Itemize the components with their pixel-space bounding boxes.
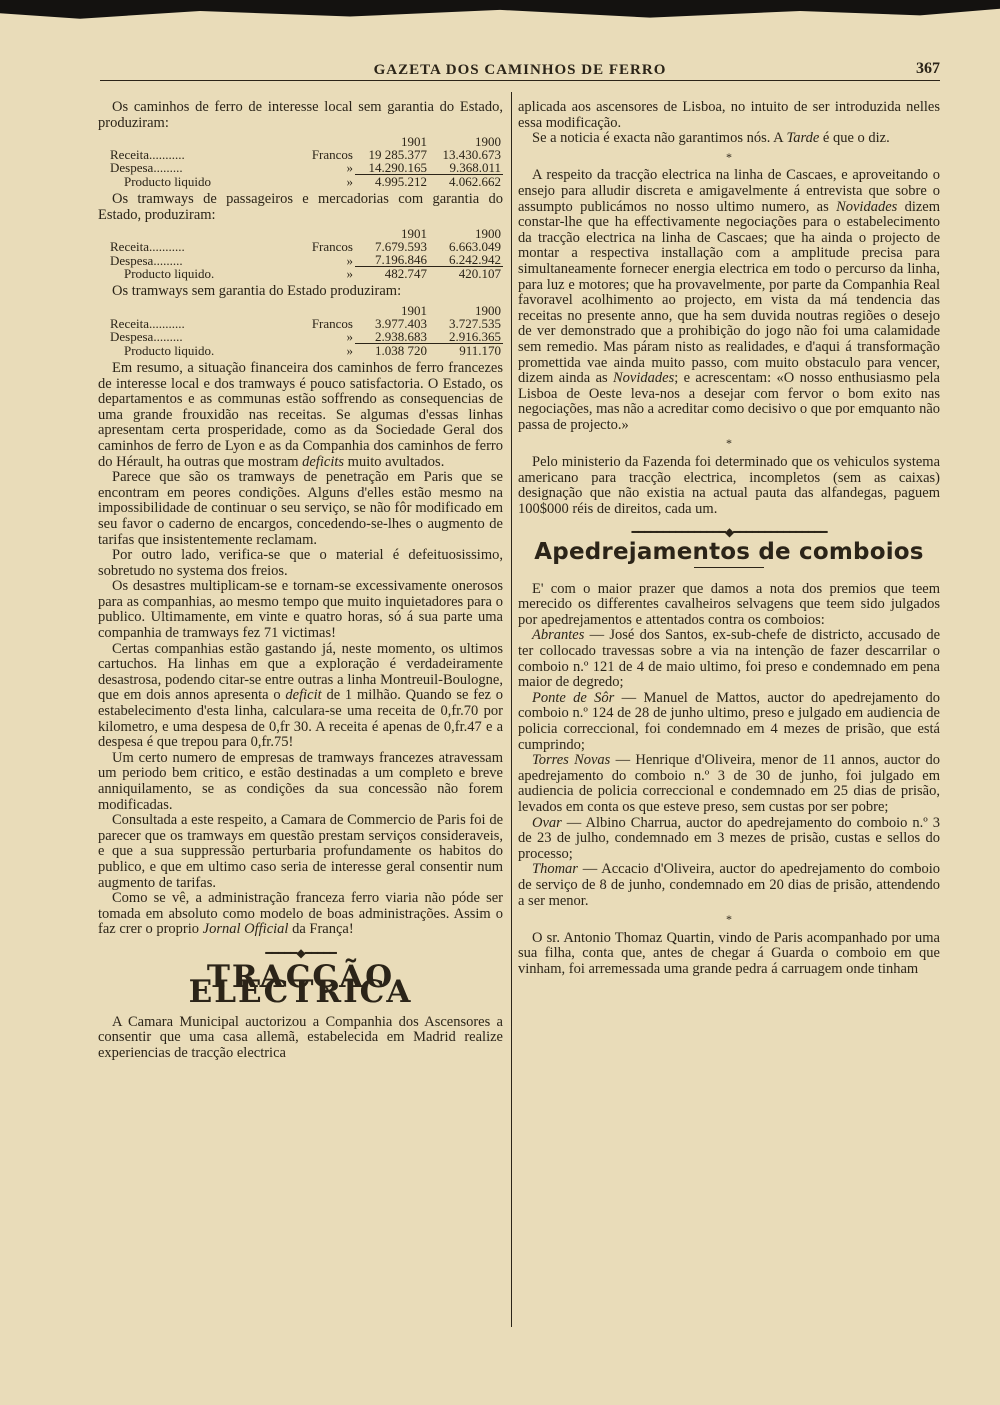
text: dizem constar-lhe que ha effectivamente negociações para o estabelecimento da tracção electrica na linha de Cascaes; que ha ainda o projecto de montar a respectiva installação com a amplitude precisa para simultaneamente fornecer energia electrica em todo o percurso da linha, para luz e motores; que ha provavelmente, por parte da Companhia Real favoravel acolhimento ao projecto, em vista da má tendencia das receitas no presente anno, que ha sem duvida noutras regiões o desejo de ver demonstrado que a prohibição do jogo não foi uma calamidade sem remedio. Mas páram nisto as realidades, e d'aqui á transformação promettida vae ainda muito passo, com muito obstaculo para vencer, dizem ainda as (518, 198, 940, 387)
paragraph: Por outro lado, verifica-se que o material é defeituosissimo, sobretudo no systema dos freios. (98, 547, 503, 579)
asterism-icon: * (726, 149, 732, 164)
year-1901: 1901 (401, 134, 427, 150)
paragraph: Consultada a este respeito, a Camara de Commercio de Paris foi de parecer que os tramways em questão prestam serviços consideraveis, e que a sua suppressão perturbaria profundamente os habitos do publico, e que em ultimo caso seria de interesse geral consentir num augmento de tarifas. (98, 812, 503, 891)
list-item (518, 753, 940, 815)
paragraph (98, 891, 503, 938)
asterism-icon: * (726, 912, 732, 927)
value: 420.107 (458, 266, 501, 282)
ditto: » (346, 329, 353, 345)
torn-edge (0, 0, 1000, 22)
year-1900: 1900 (475, 134, 501, 150)
list-item (518, 628, 940, 690)
value: 4.062.662 (449, 174, 501, 190)
value: 7.679.593 (375, 239, 427, 255)
left-column (98, 100, 503, 1062)
value: 482.747 (384, 266, 427, 282)
italic-text: Novidades (613, 370, 675, 387)
list-item (518, 691, 940, 753)
paragraph: Os tramways de passageiros e mercadorias com garantia do Estado, produziram: (98, 191, 503, 223)
paragraph: Os tramways sem garantia do Estado produziram: (112, 283, 402, 300)
year-1900: 1900 (475, 302, 501, 318)
paragraph (518, 131, 940, 147)
paragraph: Pelo ministerio da Fazenda foi determinado que os vehiculos systema americano para tracção electrica, incompletos (sem as caixas) designação que não existia na actual pauta das alfandegas, paguem 100$000 réis de direitos, cada um. (518, 454, 940, 517)
italic-text: Tarde (786, 130, 820, 147)
text: Em resumo, a situação financeira dos caminhos de ferro francezes de interesse local e dos tramways é pouco satisfactoria. O Estado, os departamentos e as communas estão soffrendo as consequencias de uma grande frouxidão nas receitas. Se algumas d'essas linhas apresentam certa prosperidade, como as da Sociedade Geral dos caminhos de ferro de Lyon e as da Companhia dos caminhos de ferro do Hérault, ha outras que mostram (98, 359, 503, 470)
list-item (518, 862, 940, 909)
italic-text: deficits (302, 453, 345, 470)
place-name: Ponte de Sôr (532, 689, 615, 706)
row-label: Producto liquido (124, 173, 212, 189)
value: 1.038 720 (375, 342, 427, 358)
italic-text: Jornal Official (202, 921, 289, 938)
row-label: Producto liquido. (124, 266, 215, 282)
italic-text: Novidades (836, 198, 898, 215)
unit: Francos (311, 315, 353, 331)
paragraph: aplicada aos ascensores de Lisboa, no intuito de ser introduzida nelles essa modificação. (518, 99, 940, 131)
row-label: Despesa......... (110, 160, 183, 176)
text: — Henrique d'Oliveira, menor de 11 annos, auctor do apedrejamento do comboio n.º 3 de 30 de junho, foi julgado em audiencia de policia correccional e condemnado em 25 dias de prisão, levados em conta os que esteve preso, sem custas por ser pobre; (518, 752, 940, 815)
stats-table-1 (98, 135, 503, 188)
value: 9.368.011 (429, 161, 503, 175)
unit: Francos (311, 147, 353, 163)
column-divider (511, 92, 512, 1327)
ditto: » (346, 173, 353, 189)
year-1901: 1901 (401, 302, 427, 318)
paragraph (98, 642, 503, 751)
paragraph: A Camara Municipal auctorizou a Companhia dos Ascensores a consentir que uma casa allemã, estabelecida em Madrid realize experiencias de tracção electrica (98, 1013, 503, 1061)
journal-title: GAZETA DOS CAMINHOS DE FERRO (373, 62, 667, 78)
place-name: Torres Novas (532, 752, 611, 769)
text: é que o diz. (819, 130, 890, 147)
row-label: Receita........... (110, 239, 185, 255)
text: A respeito da tracção electrica na linha de Cascaes, e aproveitando o ensejo para alludir discreta e amigavelmente á entrevista que sobre o assumpto publicámos no nosso ultimo numero, as (518, 167, 940, 215)
value: 3.727.535 (449, 315, 501, 331)
paragraph: E' com o maior prazer que damos a nota dos premios que teem merecido os differentes cavalheiros selvagens que teem sido julgados por apedrejamentos e attentados contra os comboios: (518, 580, 940, 628)
text: — Albino Charrua, auctor do apedrejamento do comboio n.º 3 de 23 de julho, condemnado em 3 mezes de prisão, custas e sellos do processo; (518, 814, 940, 862)
year-1900: 1900 (475, 226, 501, 242)
value: 7.196.846 (355, 253, 429, 267)
unit: Francos (311, 239, 353, 255)
section-heading: Apedrejamentos de comboios (534, 539, 924, 566)
text: muito avultados. (344, 453, 445, 470)
value: 6.663.049 (449, 239, 501, 255)
text: Certas companhias estão gastando já, neste momento, os ultimos cartuchos. Ha linhas em que a exploração é verdadeiramente desastrosa, podendo citar-se entre outras a linha Montreuil-Boulogne, que em dois annos apresenta o (98, 640, 503, 704)
row-label: Producto liquido. (124, 342, 215, 358)
year-1901: 1901 (401, 226, 427, 242)
place-name: Thomar (532, 861, 578, 878)
paragraph: Os caminhos de ferro de interesse local sem garantia do Estado, produziram: (98, 99, 503, 131)
ornament-icon: ━━━━━◆━━━━━ (265, 945, 336, 960)
value: 2.916.365 (429, 330, 503, 344)
text: Se a noticia é exacta não garantimos nós. A (532, 130, 787, 147)
row-label: Receita........... (110, 315, 185, 331)
value: 6.242.942 (429, 253, 503, 267)
text: — José dos Santos, ex-sub-chefe de districto, accusado de ter collocado travessas sobre a via na intenção de fazer descarrilar o comboio n.º 121 de 4 de maio ultimo, foi preso e condemnado em pena maior de degredo; (518, 627, 940, 691)
place-name: Ovar (532, 814, 562, 831)
paragraph (98, 361, 503, 470)
value: 911.170 (459, 342, 501, 358)
ditto: » (346, 160, 353, 176)
stats-table-3 (98, 304, 503, 357)
divider (694, 567, 764, 568)
ditto: » (346, 252, 353, 268)
text: de 1 milhão. Quando se fez o estabelecimento d'esta linha, calculara-se uma receita de 0,fr.70 por kilometro, e uma despesa de 0,fr 30. A receita é apenas de 0,fr.47 e a despesa é que trepou para 0,fr.75! (98, 687, 503, 751)
text: da França! (288, 921, 354, 938)
list-item (518, 816, 940, 863)
paragraph (518, 168, 940, 433)
value: 4.995.212 (375, 174, 427, 190)
ditto: » (346, 266, 353, 282)
stats-table-2 (98, 227, 503, 280)
paragraph: Um certo numero de empresas de tramways francezes atravessam um periodo bem critico, e estão destinadas a um completo e breve anniquilamento, se as condições da sua concessão não forem modificadas. (98, 749, 503, 813)
row-label: Despesa......... (110, 329, 183, 345)
place-name: Abrantes (532, 627, 585, 644)
value: 3.977.403 (375, 315, 427, 331)
text: ; e acrescentam: «O nosso enthusiasmo pela Lisboa de Oeste leva-nos a desejar com fervor o bom exito nas negociações, mas não a acreditar como decisivo o que por emquanto não passa de projecto.» (518, 370, 940, 433)
paragraph: Parece que são os tramways de penetração em Paris que se encontram em peores condições. Alguns d'elles estão mesmo na impossibilidade de continuar o seu serviço, se não fôr modificado em seu favor o caderno de encargos, concedendo-se-lhes o augmento de tarifas que insistentemente reclamam. (98, 469, 503, 548)
row-label: Receita........... (110, 147, 185, 163)
ornament-icon: ━━━━━━━━━━━━━━━◆━━━━━━━━━━━━━━━ (631, 525, 827, 540)
paragraph: O sr. Antonio Thomaz Quartin, vindo de Paris acompanhado por uma sua filha, conta que, antes de chegar á Guarda o comboio em que vinham, foi arremessada uma grande pedra á carruagem onde tinham (518, 929, 940, 977)
value: 2.938.683 (355, 330, 429, 344)
paragraph: Os desastres multiplicam-se e tornam-se excessivamente onerosos para as companhias, ao mesmo tempo que muito inquietadores para o publico. Ultimamente, em vinte e quatro horas, só á sua parte uma companhia de tramways fez 71 victimas! (98, 578, 503, 642)
right-column (518, 100, 940, 977)
italic-text: deficit (285, 687, 322, 704)
value: 14.290.165 (355, 161, 429, 175)
asterism-icon: * (726, 436, 732, 451)
value: 19 285.377 (368, 147, 427, 163)
text: Como se vê, a administração franceza ferro viaria não póde ser tomada em absoluto como modelo de boas administrações. Assim o faz crer o proprio (98, 890, 503, 938)
value: 13.430.673 (442, 147, 501, 163)
section-heading: TRACÇÃO ELECTRICA (188, 958, 413, 1011)
row-label: Despesa......... (110, 252, 183, 268)
page-number: 367 (916, 60, 940, 77)
text: — Manuel de Mattos, auctor do apedrejamento do comboio n.º 124 de 28 de junho ultimo, preso e julgado em audiencia de policia correccional, foi condemnado em 4 mezes de prisão, que está cumprindo; (518, 689, 940, 753)
running-header (100, 58, 940, 81)
ditto: » (346, 342, 353, 358)
text: — Accacio d'Oliveira, auctor do apedrejamento do comboio de serviço de 8 de junho, condemnado em 20 dias de prisão, attendendo a ser menor. (518, 861, 940, 909)
